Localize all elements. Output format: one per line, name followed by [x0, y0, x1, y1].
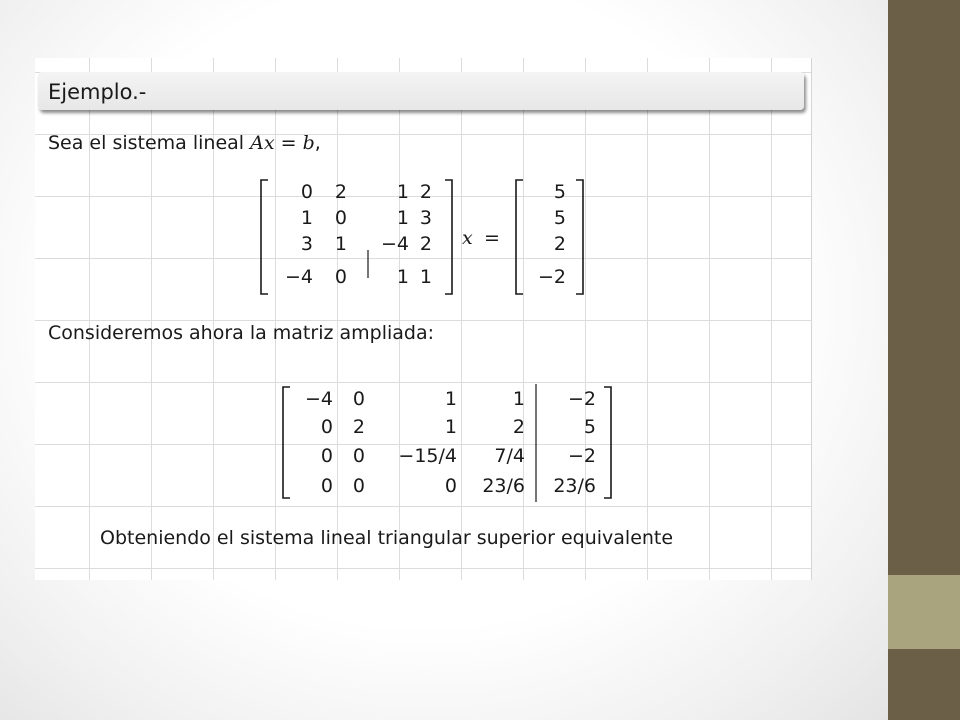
augmented-cell: 0 [320, 475, 333, 497]
intro-prefix: Sea el sistema lineal [48, 132, 251, 154]
vector-b-cell: 2 [553, 233, 566, 255]
matrix-A-cell: 3 [300, 233, 313, 255]
matrix-A-cell: 2 [419, 233, 432, 255]
matrix-A-cell: 1 [396, 266, 409, 288]
augmented-right-bracket [604, 387, 611, 498]
augmented-rhs-cell: 23/6 [553, 475, 596, 497]
matrix-A-cell: −4 [380, 233, 409, 255]
matrix-A-left-bracket [261, 180, 268, 294]
vector-b-left-bracket [516, 180, 523, 294]
side-bar-bottom [888, 649, 960, 720]
vector-b-cell: 5 [553, 181, 566, 203]
augmented-cell: 0 [352, 475, 365, 497]
matrix-A-cell: 1 [396, 181, 409, 203]
matrix-A-cell: 0 [334, 266, 347, 288]
augmented-rhs-cell: −2 [567, 445, 596, 467]
augmented-cell: 23/6 [482, 475, 525, 497]
augmented-cell: 0 [352, 445, 365, 467]
matrix-A-cell: 0 [334, 207, 347, 229]
symbol-x: x [263, 132, 275, 154]
example-title: Ejemplo.- [48, 80, 147, 104]
symbol-A: A [250, 132, 264, 154]
side-bar-top [888, 0, 960, 575]
augmented-cell: 0 [320, 445, 333, 467]
matrix-A-cell: 1 [396, 207, 409, 229]
matrix-A-cell: 1 [419, 266, 432, 288]
matrix-A-cell: 0 [300, 181, 313, 203]
intro-equals: = [274, 132, 303, 154]
side-bar-accent [888, 575, 960, 649]
augmented-cell: −4 [304, 388, 333, 410]
obtain-sentence: Obteniendo el sistema lineal triangular superior equivalente [100, 527, 674, 549]
augmented-cell: 7/4 [494, 445, 525, 467]
vector-b-right-bracket [576, 180, 583, 294]
equals-sign: = [484, 227, 500, 249]
matrix-A-cell: 3 [419, 207, 432, 229]
intro-suffix: , [314, 132, 321, 154]
x-label: x [462, 227, 473, 249]
matrix-A-cell: 1 [300, 207, 313, 229]
augmented-rhs-cell: 5 [583, 416, 596, 438]
symbol-b: b [302, 132, 315, 154]
augmented-cell: 1 [444, 388, 457, 410]
augmented-cell: 2 [512, 416, 525, 438]
augmented-cell: 1 [512, 388, 525, 410]
matrix-A-cell: 2 [334, 181, 347, 203]
matrix-A-cell: 2 [419, 181, 432, 203]
augmented-cell: 0 [320, 416, 333, 438]
vector-b-cell: 5 [553, 207, 566, 229]
vector-b [516, 180, 583, 294]
augmented-cell: 2 [352, 416, 365, 438]
matrix-A [261, 180, 452, 294]
matrix-A-cell: 1 [334, 233, 347, 255]
augmented-cell: −15/4 [398, 445, 457, 467]
matrix-A-right-bracket [445, 180, 452, 294]
augmented-cell: 1 [444, 416, 457, 438]
vector-b-cell: −2 [537, 266, 566, 288]
augmented-left-bracket [283, 387, 290, 498]
augmented-cell: 0 [352, 388, 365, 410]
augmented-cell: 0 [444, 475, 457, 497]
matrix-A-cell: −4 [284, 266, 313, 288]
augmented-rhs-cell: −2 [567, 388, 596, 410]
consider-sentence: Consideremos ahora la matriz ampliada: [48, 322, 435, 344]
augmented-matrix [283, 384, 611, 502]
